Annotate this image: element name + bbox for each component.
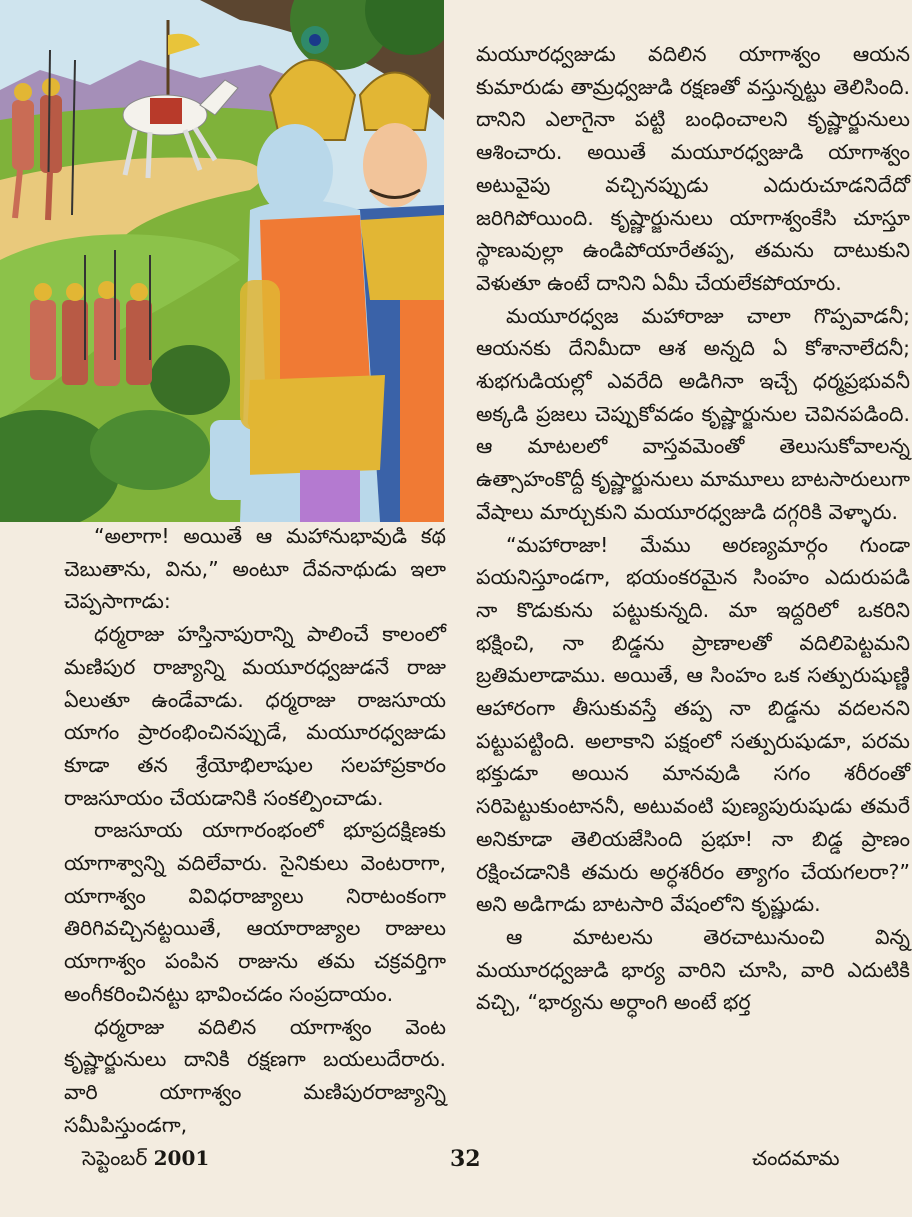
magazine-name: చందమామ	[752, 1146, 840, 1170]
paragraph: “మహారాజా! మేము అరణ్యమార్గం గుండా పయనిస్తూండగా, భయంకరమైన సింహం ఎదురుపడి నా కొడుకును పట్టుకున్నది. మా ఇద్దరిలో ఒకరిని భక్షించి, నా బిడ్డను ప్రాణాలతో వదిలిపెట్టమని బ్రతిమలాడాము. అయితే, ఆ సింహం ఒక సత్పురుషుణ్ణి ఆహారంగా తీసుకువస్తే తప్ప నా బిడ్డను వదలనని పట్టుపట్టింది. అలాకాని పక్షంలో సత్పురుషుడూ, పరమ భక్తుడూ అయిన మానవుడి సగం శరీరంతో సరిపెట్టుకుంటాననీ, అటువంటి పుణ్యపురుషుడు తమరే అనికూడా తెలియజేసింది ప్రభూ! నా బిడ్డ ప్రాణం రక్షించడానికి తమరు అర్ధశరీరం త్యాగం చేయగలరా?” అని అడిగాడు బాటసారి వేషంలోని కృష్ణుడు.	[476, 532, 910, 917]
paragraph: ధర్మరాజు వదిలిన యాగాశ్వం వెంట కృష్ణార్జునులు దానికి రక్షణగా బయలుదేరారు. వారి యాగాశ్వం మణిపురరాజ్యాన్ని సమీపిస్తుండగా,	[64, 1014, 446, 1137]
paragraph: ధర్మరాజు హస్తినాపురాన్ని పాలించే కాలంలో మణిపుర రాజ్యాన్ని మయూరధ్వజుడనే రాజు ఏలుతూ ఉండేవాడు. ధర్మరాజు రాజసూయ యాగం ప్రారంభించినప్పుడే, మయూరధ్వజుడు కూడా తన శ్రేయోభిలాషుల సలహాప్రకారం రాజసూయం చేయడానికి సంకల్పించాడు.	[64, 622, 446, 810]
left-text-column	[64, 520, 446, 1141]
story-illustration	[0, 0, 444, 522]
right-text-column	[476, 38, 910, 1019]
page-footer	[0, 1146, 912, 1176]
issue-month: సెప్టెంబర్	[82, 1146, 148, 1170]
paragraph: మయూరధ్వజుడు వదిలిన యాగాశ్వం ఆయన కుమారుడు తామ్రధ్వజుడి రక్షణతో వస్తున్నట్టు తెలిసింది. దానిని ఎలాగైనా పట్టి బంధించాలని కృష్ణార్జునులు ఆశించారు. అయితే మయూరధ్వజుడి యాగాశ్వం అటువైపు వచ్చినప్పుడు ఎదురుచూడనిదేదో జరిగిపోయింది. కృష్ణార్జునులు యాగాశ్వంకేసి చూస్తూ స్థాణువుల్లా ఉండిపోయారేతప్ప, తమను దాటుకుని వెళుతూ ఉంటే దానిని ఏమీ చేయలేకపోయారు.	[476, 42, 910, 295]
paragraph: ఆ మాటలను తెరచాటునుంచి విన్న మయూరధ్వజుడి భార్య వారిని చూసి, వారి ఎదుటికి వచ్చి, “భార్యను అర్ధాంగి అంటే భర్త	[476, 924, 910, 1015]
paragraph: “అలాగా! అయితే ఆ మహానుభావుడి కథ చెబుతాను, విను,” అంటూ దేవనాథుడు ఇలా చెప్పసాగాడు:	[64, 524, 446, 614]
paragraph: మయూరధ్వజ మహారాజు చాలా గొప్పవాడనీ; ఆయనకు దేనిమీదా ఆశ అన్నది ఏ కోశానాలేదనీ; శుభగుడియల్లో ఎవరేది అడిగినా ఇచ్చే ధర్మప్రభువనీ అక్కడి ప్రజలు చెప్పుకోవడం కృష్ణార్జునుల చెవినపడింది. ఆ మాటలలో వాస్తవమెంతో తెలుసుకోవాలన్న ఉత్సాహంకొద్దీ కృష్ణార్జునులు మామూలు బాటసారులుగా వేషాలు మార్చుకుని మయూరధ్వజుడి దగ్గరికి వెళ్ళారు.	[476, 303, 910, 524]
page-number: 32	[450, 1146, 481, 1172]
illustration-scene	[0, 0, 444, 522]
issue-date	[82, 1146, 209, 1175]
paragraph: రాజసూయ యాగారంభంలో భూప్రదక్షిణకు యాగాశ్వాన్ని వదిలేవారు. సైనికులు వెంటరాగా, యాగాశ్వం వివిధరాజ్యాలు నిరాటంకంగా తిరిగివచ్చినట్టయితే, ఆయారాజ్యాల రాజులు యాగాశ్వం పంపిన రాజును తమ చక్రవర్తిగా అంగీకరించినట్టు భావించడం సంప్రదాయం.	[64, 818, 446, 1006]
issue-year: 2001	[153, 1146, 210, 1170]
